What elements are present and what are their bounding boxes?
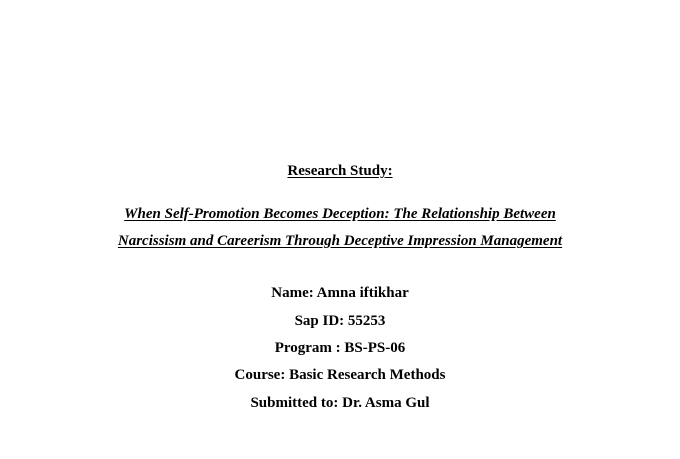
submitted-to: Submitted to: Dr. Asma Gul xyxy=(250,395,430,411)
course: Course: Basic Research Methods xyxy=(234,367,446,383)
document-heading: Research Study: xyxy=(287,163,393,179)
author-name: Name: Amna iftikhar xyxy=(271,285,409,301)
document-title-line-2: Narcissism and Careerism Through Deceptive Impression Management xyxy=(117,233,563,249)
program: Program : BS-PS-06 xyxy=(274,340,406,356)
document-title-line-1: When Self-Promotion Becomes Deception: The Relationship Between xyxy=(124,206,556,222)
sap-id: Sap ID: 55253 xyxy=(294,313,386,329)
